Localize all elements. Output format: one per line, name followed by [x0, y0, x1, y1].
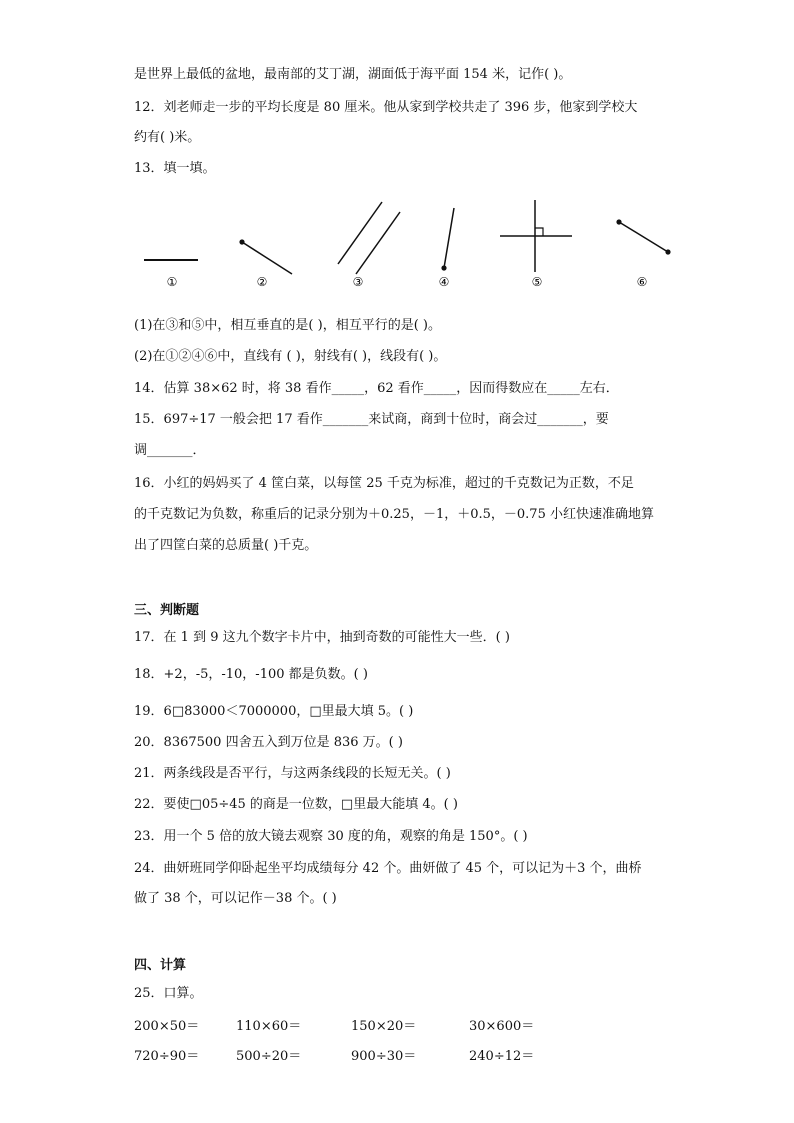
question-16-line-3: 出了四筐白菜的总质量( )千克。: [134, 538, 318, 553]
question-24-line-1: 24．曲妍班同学仰卧起坐平均成绩每分 42 个。曲妍做了 45 个，可以记为＋3 个，曲桥: [134, 861, 642, 876]
question-19: 19．6□83000＜7000000，□里最大填 5。( ): [134, 704, 414, 719]
question-23: 23．用一个 5 倍的放大镜去观察 30 度的角，观察的角是 150°。( ): [134, 829, 528, 844]
question-13-part-2: (2)在①②④⑥中，直线有 ( )，射线有( )，线段有( )。: [134, 349, 447, 364]
calc-item: 900÷30＝: [351, 1049, 417, 1064]
figure-label-4: ④: [438, 275, 450, 289]
question-21: 21．两条线段是否平行，与这两条线段的长短无关。( ): [134, 766, 451, 781]
figure-label-1: ①: [166, 275, 178, 289]
calc-item: 240÷12＝: [469, 1049, 535, 1064]
question-11-continued: 是世界上最低的盆地，最南部的艾丁湖，湖面低于海平面 154 米，记作( )。: [134, 67, 572, 82]
question-17: 17．在 1 到 9 这九个数字卡片中，抽到奇数的可能性大一些．( ): [134, 630, 510, 645]
question-24-line-2: 做了 38 个，可以记作－38 个。( ): [134, 891, 337, 906]
question-12-line-2: 约有( )米。: [134, 130, 201, 145]
figure-2-endpoint: [239, 239, 244, 244]
figure-2-ray: [242, 242, 292, 274]
calc-item: 720÷90＝: [134, 1049, 200, 1064]
question-15-line-2: 调_______．: [134, 443, 206, 458]
figure-6-endpoint-a: [616, 219, 621, 224]
figure-label-3: ③: [352, 275, 364, 289]
figure-4-ray: [444, 208, 454, 268]
question-16-line-1: 16．小红的妈妈买了 4 筐白菜，以每筐 25 千克为标准，超过的千克数记为正数，不足: [134, 476, 634, 491]
section-3-heading: 三、判断题: [134, 603, 200, 618]
calc-item: 150×20＝: [351, 1019, 417, 1034]
question-18: 18．+2，-5，-10，-100 都是负数。( ): [134, 667, 368, 682]
figure-6-endpoint-b: [665, 249, 670, 254]
calc-item: 110×60＝: [236, 1019, 302, 1034]
calc-item: 500÷20＝: [236, 1049, 302, 1064]
section-4-heading: 四、计算: [134, 958, 187, 973]
question-22: 22．要使□05÷45 的商是一位数，□里最大能填 4。( ): [134, 797, 458, 812]
figure-label-6: ⑥: [636, 275, 648, 289]
question-14: 14．估算 38×62 时，将 38 看作_____，62 看作_____，因而得数应在_____左右．: [134, 381, 619, 396]
question-20: 20．8367500 四舍五入到万位是 836 万。( ): [134, 735, 403, 750]
figure-4-endpoint: [441, 265, 446, 270]
figure-label-5: ⑤: [531, 275, 543, 289]
question-16-line-2: 的千克数记为负数，称重后的记录分别为＋0.25，－1，＋0.5，－0.75 小红快速准确地算: [134, 507, 654, 522]
calc-item: 30×600＝: [469, 1019, 535, 1034]
figure-6-segment: [619, 222, 668, 252]
question-13-part-1: (1)在③和⑤中，相互垂直的是( )，相互平行的是( )。: [134, 318, 441, 333]
figure-5-right-angle-mark: [535, 228, 543, 236]
figure-3-line-a: [338, 202, 382, 264]
lines-figure: [130, 190, 680, 300]
question-12-line-1: 12．刘老师走一步的平均长度是 80 厘米。他从家到学校共走了 396 步，他家到学校大: [134, 100, 638, 115]
question-25: 25．口算。: [134, 986, 203, 1001]
question-15-line-1: 15．697÷17 一般会把 17 看作_______来试商，商到十位时，商会过_______，要: [134, 412, 609, 427]
figure-3-line-b: [356, 212, 400, 274]
question-13-title: 13．填一填。: [134, 161, 216, 176]
figure-label-2: ②: [256, 275, 268, 289]
calc-item: 200×50＝: [134, 1019, 200, 1034]
